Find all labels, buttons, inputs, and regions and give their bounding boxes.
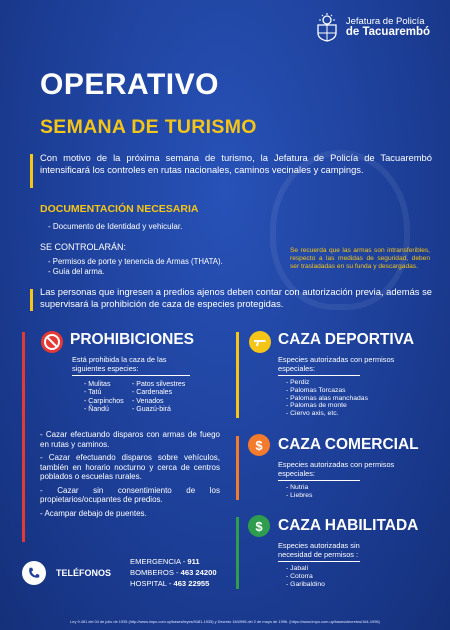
- controls-list: [48, 257, 223, 277]
- controls-title: SE CONTROLARÁN:: [40, 242, 127, 252]
- enabled-hunting-bar: [236, 517, 239, 589]
- weapons-note: Se recuerda que las armas son intransferibles, respecto a las medidas de seguridad, deben ser trasladadas en su funda y descargadas.: [290, 247, 430, 270]
- sport-species-list: [286, 379, 368, 418]
- divider: [278, 561, 360, 562]
- page-title: OPERATIVO: [40, 68, 219, 101]
- list-item: - Jabalí: [286, 565, 309, 572]
- legal-footer: Ley 9.481 del 04 de julio de 1935 (http://www.impo.com.uy/bases/leyes/9481-1935) y Decreto 164/996 del 2 de mayo de 1996. (https://www.impo.com.uy/bases/decretos/164-1996): [70, 619, 380, 624]
- phone-number: 911: [187, 557, 200, 566]
- phone-hospital: [130, 578, 217, 589]
- header: [314, 12, 430, 42]
- list-item: - Palomas alas manchadas: [286, 394, 368, 402]
- dollar-icon: $: [248, 515, 270, 537]
- commercial-hunting-title: CAZA COMERCIAL: [278, 436, 419, 453]
- prohibited-species-col2: [132, 381, 185, 415]
- list-item: - Cotorra: [286, 572, 313, 580]
- enabled-hunting-title: CAZA HABILITADA: [278, 517, 419, 534]
- phone-name: BOMBEROS -: [130, 568, 181, 577]
- list-item: - Cardenales: [132, 389, 173, 397]
- intro-accent-bar: [30, 154, 33, 188]
- paragraph-2: Las personas que ingresen a predios ajenos deben contar con autorización previa, además se supervisará la prohibición de caza de especies protegidas.: [40, 286, 432, 309]
- rule-item: - Acampar debajo de puentes.: [40, 508, 147, 518]
- institution-name: [346, 16, 430, 38]
- sport-hunting-bar: [236, 332, 239, 418]
- commercial-hunting-intro: Especies autorizadas con permisos especiales:: [278, 460, 395, 478]
- phone-icon: [22, 561, 46, 585]
- documentation-item: - Documento de Identidad y vehicular.: [48, 222, 183, 231]
- list-item: - Perdiz: [286, 379, 310, 386]
- enabled-hunting-intro: Especies autorizadas sin necesidad de permisos :: [278, 541, 360, 559]
- list-item: - Permisos de porte y tenencia de Armas (THATA).: [48, 257, 223, 266]
- rule-item: - Cazar efectuando disparos sobre vehículos, también en horario nocturno y cerca de centros poblados o escuelas rurales.: [40, 453, 220, 481]
- phone-number: 463 22955: [173, 579, 210, 588]
- list-item: - Liebres: [286, 491, 313, 499]
- prohibitions-title: PROHIBICIONES: [70, 331, 195, 348]
- commercial-hunting-bar: [236, 436, 239, 500]
- prohibited-species-col1: [84, 381, 124, 415]
- phone-emergency: [130, 556, 217, 567]
- intro-text: Con motivo de la próxima semana de turismo, la Jefatura de Policía de Tacuarembó intensificará los controles en rutas nacionales, caminos vecinales y campings.: [40, 152, 432, 175]
- paragraph-accent-bar: [30, 289, 33, 311]
- list-item: - Ciervo axis, etc.: [286, 410, 339, 418]
- list-item: - Palomas Torcazas: [286, 386, 346, 394]
- prohibition-rules: [40, 430, 220, 522]
- sport-hunting-title: CAZA DEPORTIVA: [278, 331, 415, 348]
- list-item: - Guazú-birá: [132, 406, 171, 414]
- phone-numbers: [130, 556, 217, 589]
- prohibited-icon: [40, 330, 64, 354]
- enabled-species-list: [286, 565, 325, 588]
- documentation-title: DOCUMENTACIÓN NECESARIA: [40, 203, 199, 215]
- list-item: - Garibaldino: [286, 580, 325, 588]
- phone-name: HOSPITAL -: [130, 579, 174, 588]
- list-item: - Guía del arma.: [48, 267, 105, 276]
- phone-number: 463 24200: [180, 568, 217, 577]
- commercial-species-list: [286, 484, 312, 500]
- header-line2: de Tacuarembó: [345, 26, 430, 38]
- list-item: - Venados: [132, 397, 164, 405]
- list-item: - Patos silvestres: [132, 381, 186, 388]
- prohibitions-bar: [22, 332, 25, 542]
- dollar-icon: $: [248, 434, 270, 456]
- sport-hunting-intro: Especies autorizadas con permisos especiales:: [278, 355, 395, 373]
- rule-item: - Cazar sin consentimiento de los propietarios/ocupantes de predios.: [40, 485, 220, 504]
- divider: [278, 480, 360, 481]
- page-subtitle: SEMANA DE TURISMO: [40, 116, 257, 138]
- list-item: - Carpinchos: [84, 397, 124, 405]
- rifle-icon: [248, 330, 272, 354]
- divider: [72, 375, 190, 376]
- divider: [278, 375, 360, 376]
- rule-item: - Cazar efectuando disparos con armas de fuego en rutas y caminos.: [40, 430, 220, 449]
- list-item: - Nutria: [286, 484, 309, 491]
- list-item: - Ñandú: [84, 406, 109, 414]
- police-shield-icon: [314, 12, 340, 42]
- phone-firefighters: [130, 567, 217, 578]
- list-item: - Palomas de monte: [286, 402, 347, 410]
- list-item: - Tatú: [84, 389, 102, 397]
- prohibitions-intro: Está prohibida la caza de las siguientes especies:: [72, 355, 167, 373]
- phone-name: EMERGENCIA -: [130, 557, 188, 566]
- list-item: - Mulitas: [84, 381, 111, 388]
- phones-label: TELÉFONOS: [56, 568, 112, 578]
- header-line1: Jefatura de Policía: [345, 16, 425, 27]
